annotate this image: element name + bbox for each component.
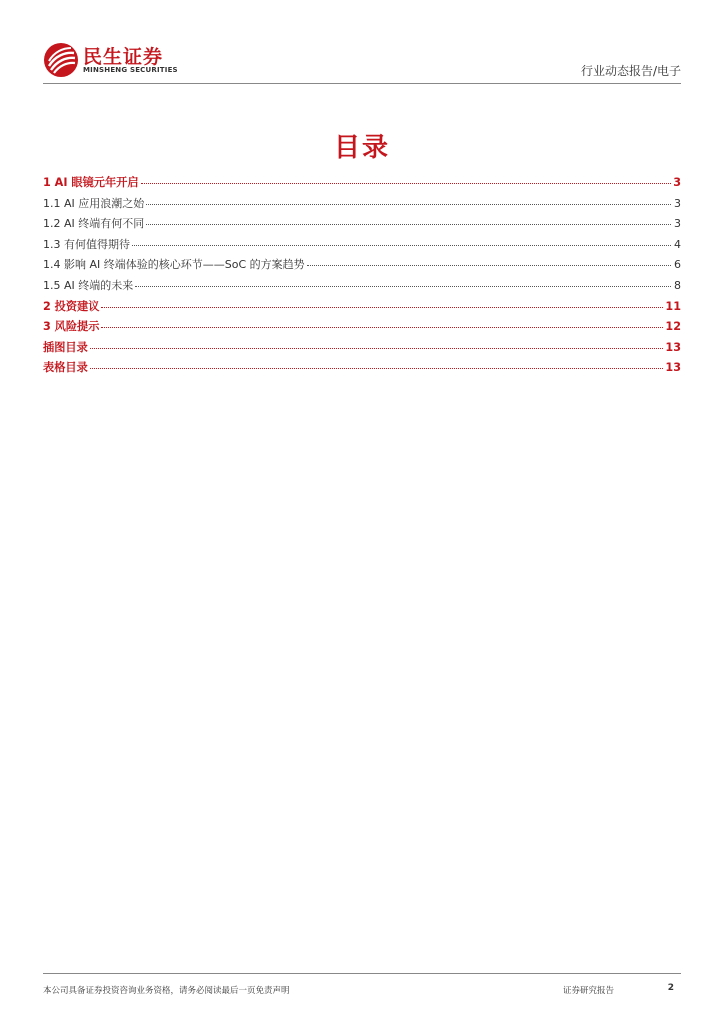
toc-entry-page: 8 xyxy=(674,278,681,292)
toc-entry-label: 1.1 AI 应用浪潮之始 xyxy=(43,196,145,210)
toc-entry[interactable] xyxy=(43,236,681,257)
toc-leader-dots xyxy=(132,245,671,246)
company-logo xyxy=(43,40,183,80)
toc-leader-dots xyxy=(146,224,671,225)
toc-entry-page: 4 xyxy=(674,237,681,251)
toc-leader-dots xyxy=(90,348,664,349)
toc-entry[interactable] xyxy=(43,256,681,277)
toc-title: 目录 xyxy=(333,133,390,163)
toc-entry-page: 12 xyxy=(665,320,681,334)
toc-entry-label: 表格目录 xyxy=(43,361,88,375)
toc-entry[interactable] xyxy=(43,277,681,298)
table-of-contents xyxy=(43,174,681,380)
page-header xyxy=(43,40,681,84)
minsheng-logo-icon xyxy=(43,42,79,78)
header-divider xyxy=(43,83,681,84)
footer-divider xyxy=(43,973,681,974)
toc-entry-page: 3 xyxy=(674,217,681,231)
toc-entry-page: 3 xyxy=(674,196,681,210)
logo-chinese-name: 民生证券 xyxy=(83,46,164,68)
toc-leader-dots xyxy=(101,307,663,308)
toc-entry-label: 1.4 影响 AI 终端体验的核心环节——SoC 的方案趋势 xyxy=(43,258,305,272)
toc-entry-page: 13 xyxy=(665,361,681,375)
report-type-label: 行业动态报告/电子 xyxy=(580,64,681,78)
toc-entry[interactable] xyxy=(43,298,681,319)
toc-entry-label: 1.3 有何值得期待 xyxy=(43,237,130,251)
toc-entry-page: 3 xyxy=(673,176,681,189)
toc-entry-label: 2 投资建议 xyxy=(43,299,100,313)
toc-leader-dots xyxy=(146,204,671,205)
toc-leader-dots xyxy=(135,286,671,287)
toc-leader-dots xyxy=(90,368,664,369)
footer-doc-type: 证券研究报告 xyxy=(563,986,615,996)
toc-entry[interactable] xyxy=(43,359,681,380)
page-number: 2 xyxy=(667,983,674,993)
toc-entry[interactable] xyxy=(43,339,681,360)
toc-entry[interactable] xyxy=(43,318,681,339)
toc-entry-page: 13 xyxy=(665,340,681,354)
toc-entry-label: 1.2 AI 终端有何不同 xyxy=(43,217,145,231)
toc-entry-label: 1 AI 眼镜元年开启 xyxy=(43,176,139,189)
toc-leader-dots xyxy=(101,327,663,328)
toc-entry-label: 插图目录 xyxy=(43,340,88,354)
toc-entry-page: 6 xyxy=(674,258,681,272)
toc-entry[interactable] xyxy=(43,215,681,236)
toc-entry[interactable] xyxy=(43,195,681,216)
toc-leader-dots xyxy=(307,265,671,266)
toc-entry-label: 1.5 AI 终端的未来 xyxy=(43,278,134,292)
toc-leader-dots xyxy=(141,183,671,184)
footer-disclaimer: 本公司具备证券投资咨询业务资格，请务必阅读最后一页免责声明 xyxy=(43,986,290,996)
logo-english-name: MINSHENG SECURITIES xyxy=(83,66,178,74)
toc-entry-label: 3 风险提示 xyxy=(43,320,100,334)
toc-entry[interactable] xyxy=(43,174,681,195)
toc-entry-page: 11 xyxy=(665,299,681,313)
